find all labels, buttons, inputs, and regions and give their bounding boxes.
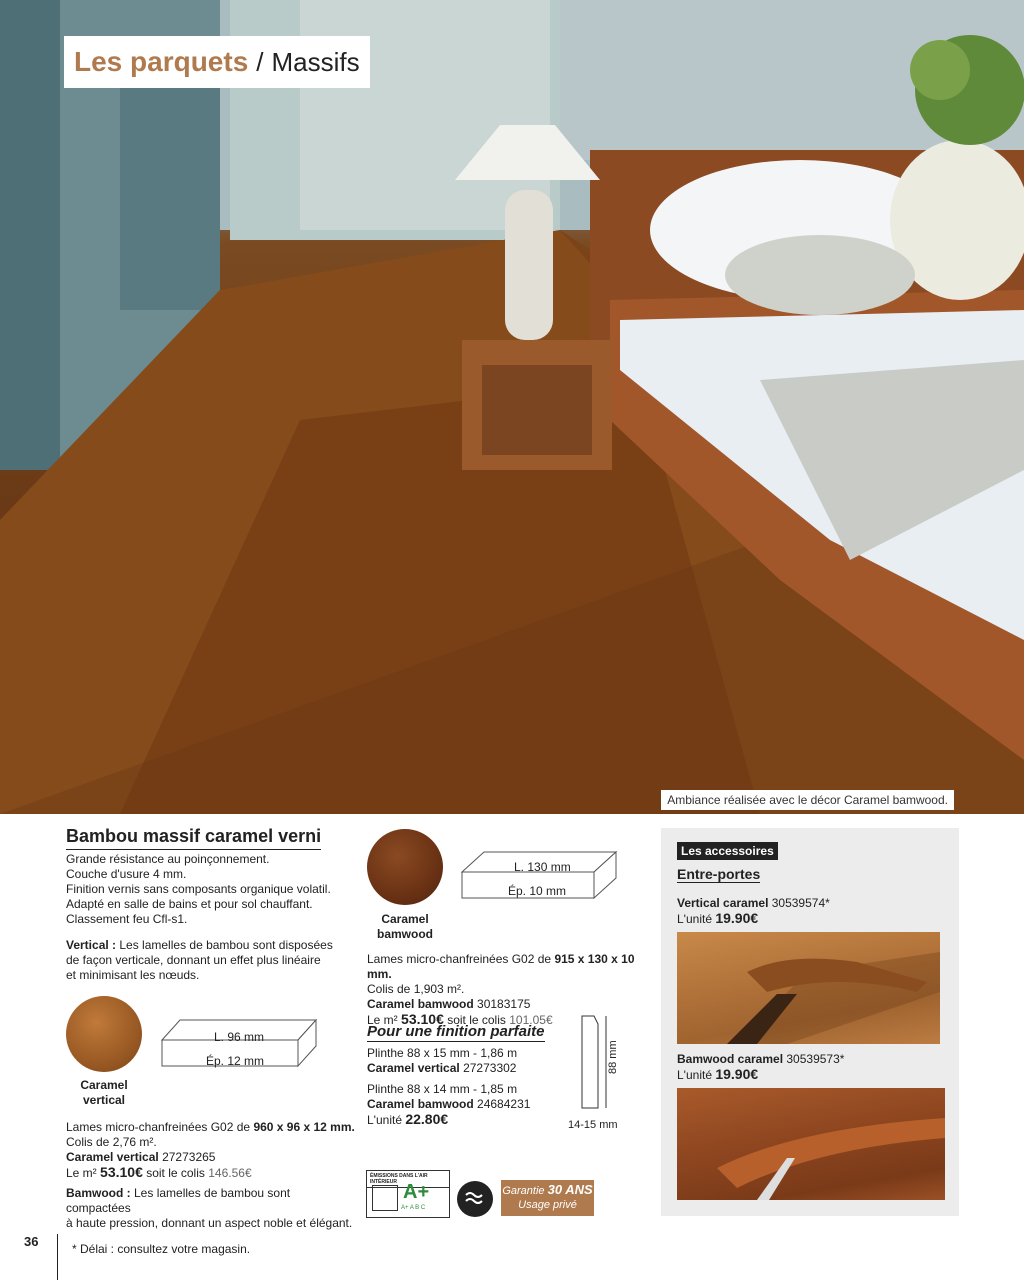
footer-divider xyxy=(57,1234,58,1280)
vertical-desc: de façon verticale, donnant un effet plus linéaire xyxy=(66,953,321,967)
vertical-desc: Les lamelles de bambou sont disposées xyxy=(116,938,333,952)
footer-note: * Délai : consultez votre magasin. xyxy=(72,1242,251,1256)
threshold-bamwood-photo xyxy=(677,1088,945,1200)
swatch-label: Caramel vertical xyxy=(80,1078,128,1107)
accessory-item: Vertical caramel 30539574* L'unité 19.90€ xyxy=(677,896,830,926)
photo-caption: Ambiance réalisée avec le décor Caramel bamwood. xyxy=(661,790,954,810)
swatch-label: Caramel bamwood xyxy=(377,912,433,941)
plinth-height-label: 88 mm xyxy=(607,1040,619,1074)
feature-line: Finition vernis sans composants organique volatil. xyxy=(66,882,331,896)
bamwood-description: Bamwood : Les lamelles de bambou sont compactées à haute pression, donnant un aspect noble et élégant. xyxy=(66,1186,353,1230)
bamwood-specs: Lames micro-chanfreinées G02 de 915 x 130 x 10 mm. Colis de 1,903 m². Caramel bamwood 30183175 Le m² 53.10€ soit le colis 101.05€ xyxy=(367,952,657,1028)
price-line: Le m² 53.10€ soit le colis 146.56€ xyxy=(66,1164,252,1180)
vertical-desc: et minimisant les nœuds. xyxy=(66,968,200,982)
page-title-box xyxy=(64,36,370,88)
plinth-list: Plinthe 88 x 15 mm - 1,86 m Caramel vertical 27273302 Plinthe 88 x 14 mm - 1,85 m Caramel bamwood 24684231 L'unité 22.80€ xyxy=(367,1046,531,1127)
thickness-label: Ép. 12 mm xyxy=(206,1054,265,1068)
heating-floor-icon xyxy=(457,1181,493,1217)
product-name: Caramel vertical xyxy=(66,1150,159,1164)
guarantee-badge: Garantie 30 ANS Usage privé xyxy=(501,1180,594,1216)
product-title: Bambou massif caramel verni xyxy=(66,826,321,850)
price-line: Le m² 53.10€ soit le colis 101.05€ xyxy=(367,1011,553,1027)
accessory-item: Bamwood caramel 30539573* L'unité 19.90€ xyxy=(677,1052,845,1082)
finition-heading: Pour une finition parfaite xyxy=(367,1023,545,1040)
page-title: Les parquets xyxy=(74,46,249,77)
product-name: Caramel bamwood xyxy=(367,997,474,1011)
plinth-width-label: 14-15 mm xyxy=(568,1119,618,1131)
price: 19.90€ xyxy=(715,1066,759,1082)
page-number: 36 xyxy=(24,1234,39,1249)
accessories-heading: Entre-portes xyxy=(677,866,761,882)
vertical-label: Vertical : xyxy=(66,938,117,952)
feature-line: Classement feu Cfl-s1. xyxy=(66,912,188,926)
vertical-description xyxy=(66,938,356,983)
house-icon xyxy=(372,1185,398,1211)
feature-line: Adapté en salle de bains et pour sol chauffant. xyxy=(66,897,313,911)
accessories-tag: Les accessoires xyxy=(677,842,778,860)
swatch-caramel-vertical xyxy=(66,996,142,1072)
length-label: L. 96 mm xyxy=(214,1030,265,1044)
swatch-caramel-bamwood xyxy=(367,829,443,905)
price: 53.10€ xyxy=(100,1164,143,1180)
title-separator: / xyxy=(256,46,264,77)
thickness-label: Ép. 10 mm xyxy=(508,884,567,898)
price: 19.90€ xyxy=(715,910,759,926)
page-subtitle: Massifs xyxy=(271,46,360,77)
feature-line: Couche d'usure 4 mm. xyxy=(66,867,187,881)
price: 22.80€ xyxy=(405,1111,449,1127)
product-features xyxy=(66,852,356,927)
vertical-specs: Lames micro-chanfreinées G02 de 960 x 96 x 12 mm. Colis de 2,76 m². Caramel vertical 27273265 Le m² 53.10€ soit le colis 146.56€ xyxy=(66,1120,355,1180)
length-label: L. 130 mm xyxy=(514,860,571,874)
threshold-vertical-photo xyxy=(677,932,940,1044)
price: 53.10€ xyxy=(401,1011,444,1027)
emissions-badge: ÉMISSIONS DANS L'AIR INTÉRIEUR A+ A+ A B C xyxy=(366,1170,450,1218)
feature-line: Grande résistance au poinçonnement. xyxy=(66,852,270,866)
